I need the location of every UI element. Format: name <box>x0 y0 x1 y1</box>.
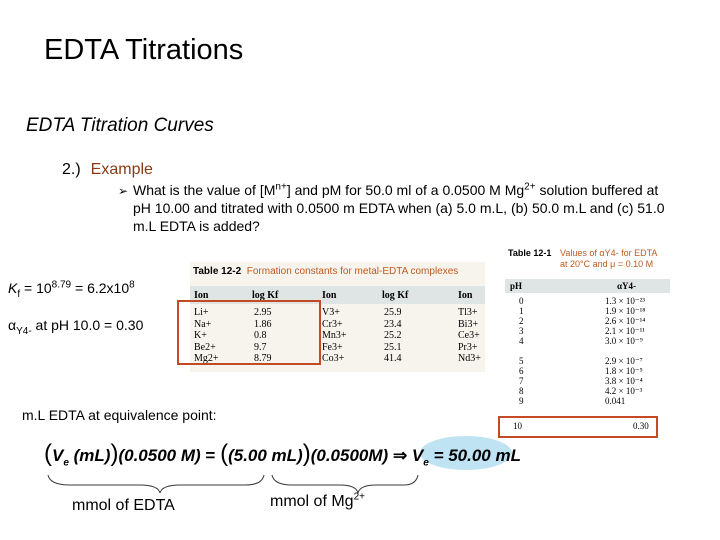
example-label: Example <box>90 161 153 178</box>
ph-cell: 7 <box>519 376 524 386</box>
ph-cell: 5 <box>519 356 524 366</box>
ion-column-3: Tl3+ Bi3+ Ce3+ Pr3+ Nd3+ <box>458 307 481 364</box>
ph-cell: 6 <box>519 366 524 376</box>
ph-cell: 10 <box>513 421 522 431</box>
ph-cell: 9 <box>519 396 524 406</box>
ph-cell: 0 <box>519 296 524 306</box>
alpha-cell: 3.8 × 10⁻⁴ <box>605 376 643 386</box>
ph-cell: 3 <box>519 326 524 336</box>
alpha-cell: 1.3 × 10⁻²³ <box>605 296 645 306</box>
alpha-statement: $\alpha_{Y4-}$ at pH 10.0 = 0.30 <box>8 317 144 337</box>
table-caption-title: Values of αY4- for EDTA at 20°C and μ = 0.10 M <box>560 248 658 269</box>
slide-title: EDTA Titrations <box>44 34 244 66</box>
ph-cell: 2 <box>519 316 524 326</box>
brace-mg <box>272 475 418 493</box>
table-caption: Table 12-2 Formation constants for metal-EDTA complexes <box>193 266 459 277</box>
ion-column-1: Li+ Na+ K+ Be2+ Mg2+ <box>194 307 219 364</box>
table-header: log Kf <box>252 290 279 301</box>
alpha-cell: 2.9 × 10⁻⁷ <box>605 356 643 366</box>
table-header: log Kf <box>382 290 409 301</box>
table-header: αY4- <box>617 281 637 291</box>
table-header-bar <box>505 279 670 293</box>
table-caption: Table 12-1 <box>508 248 552 258</box>
highlight-box <box>498 416 658 438</box>
kf-statement: $K_f = 10^{8.79} = 6.2x10^8$ <box>8 279 135 300</box>
alpha-cell: 1.8 × 10⁻⁵ <box>605 366 643 376</box>
table-header: pH <box>510 281 523 291</box>
example-number: 2.) <box>62 161 81 178</box>
ph-cell: 1 <box>519 306 524 316</box>
slide-subtitle: EDTA Titration Curves <box>26 115 214 136</box>
alpha-cell: 0.041 <box>605 396 626 406</box>
alpha-cell: 0.30 <box>633 421 649 431</box>
equivalence-label: m.L EDTA at equivalence point: <box>22 407 217 423</box>
table-header: Ion <box>194 290 209 301</box>
ph-cell: 4 <box>519 336 524 346</box>
equivalence-equation: ($V_e$ (mL))(0.0500 M) = ((5.00 mL))(0.0500M) ⇒ $V_e = 50.00$ mL <box>44 440 521 469</box>
example-heading <box>62 161 153 179</box>
alpha-cell: 1.9 × 10⁻¹⁸ <box>605 306 646 316</box>
table-header: Ion <box>458 290 473 301</box>
brace-edta <box>48 475 264 493</box>
logkf-column-2: 25.9 23.4 25.2 25.1 41.4 <box>384 307 402 364</box>
alpha-cell: 2.6 × 10⁻¹⁴ <box>605 316 646 326</box>
ion-column-2: V3+ Cr3+ Mn3+ Fe3+ Co3+ <box>322 307 347 364</box>
logkf-column-1: 2.95 1.86 0.8 9.7 8.79 <box>254 307 272 364</box>
alpha-values-table <box>505 246 670 436</box>
alpha-cell: 2.1 × 10⁻¹¹ <box>605 326 645 336</box>
highlight-box <box>177 300 321 365</box>
alpha-cell: 4.2 × 10⁻³ <box>605 386 643 396</box>
mmol-mg-label: mmol of $Mg^{2+}$ <box>270 491 365 510</box>
mmol-edta-label: mmol of EDTA <box>72 497 175 514</box>
ph-cell: 8 <box>519 386 524 396</box>
alpha-cell: 3.0 × 10⁻⁹ <box>605 336 643 346</box>
bullet-arrow-icon: ➢ <box>118 184 129 198</box>
table-header: Ion <box>322 290 337 301</box>
question-text: What is the value of $[M^{n+}]$ and pM for 50.0 ml of a 0.0500 M $Mg^{2+}$ solution buffered at pH 10.00 and titrated with 0.0500 m EDTA when (a) 5.0 m.L, (b) 50.0 m.L and (c) 51.0 m.L EDTA is added? <box>133 181 665 234</box>
